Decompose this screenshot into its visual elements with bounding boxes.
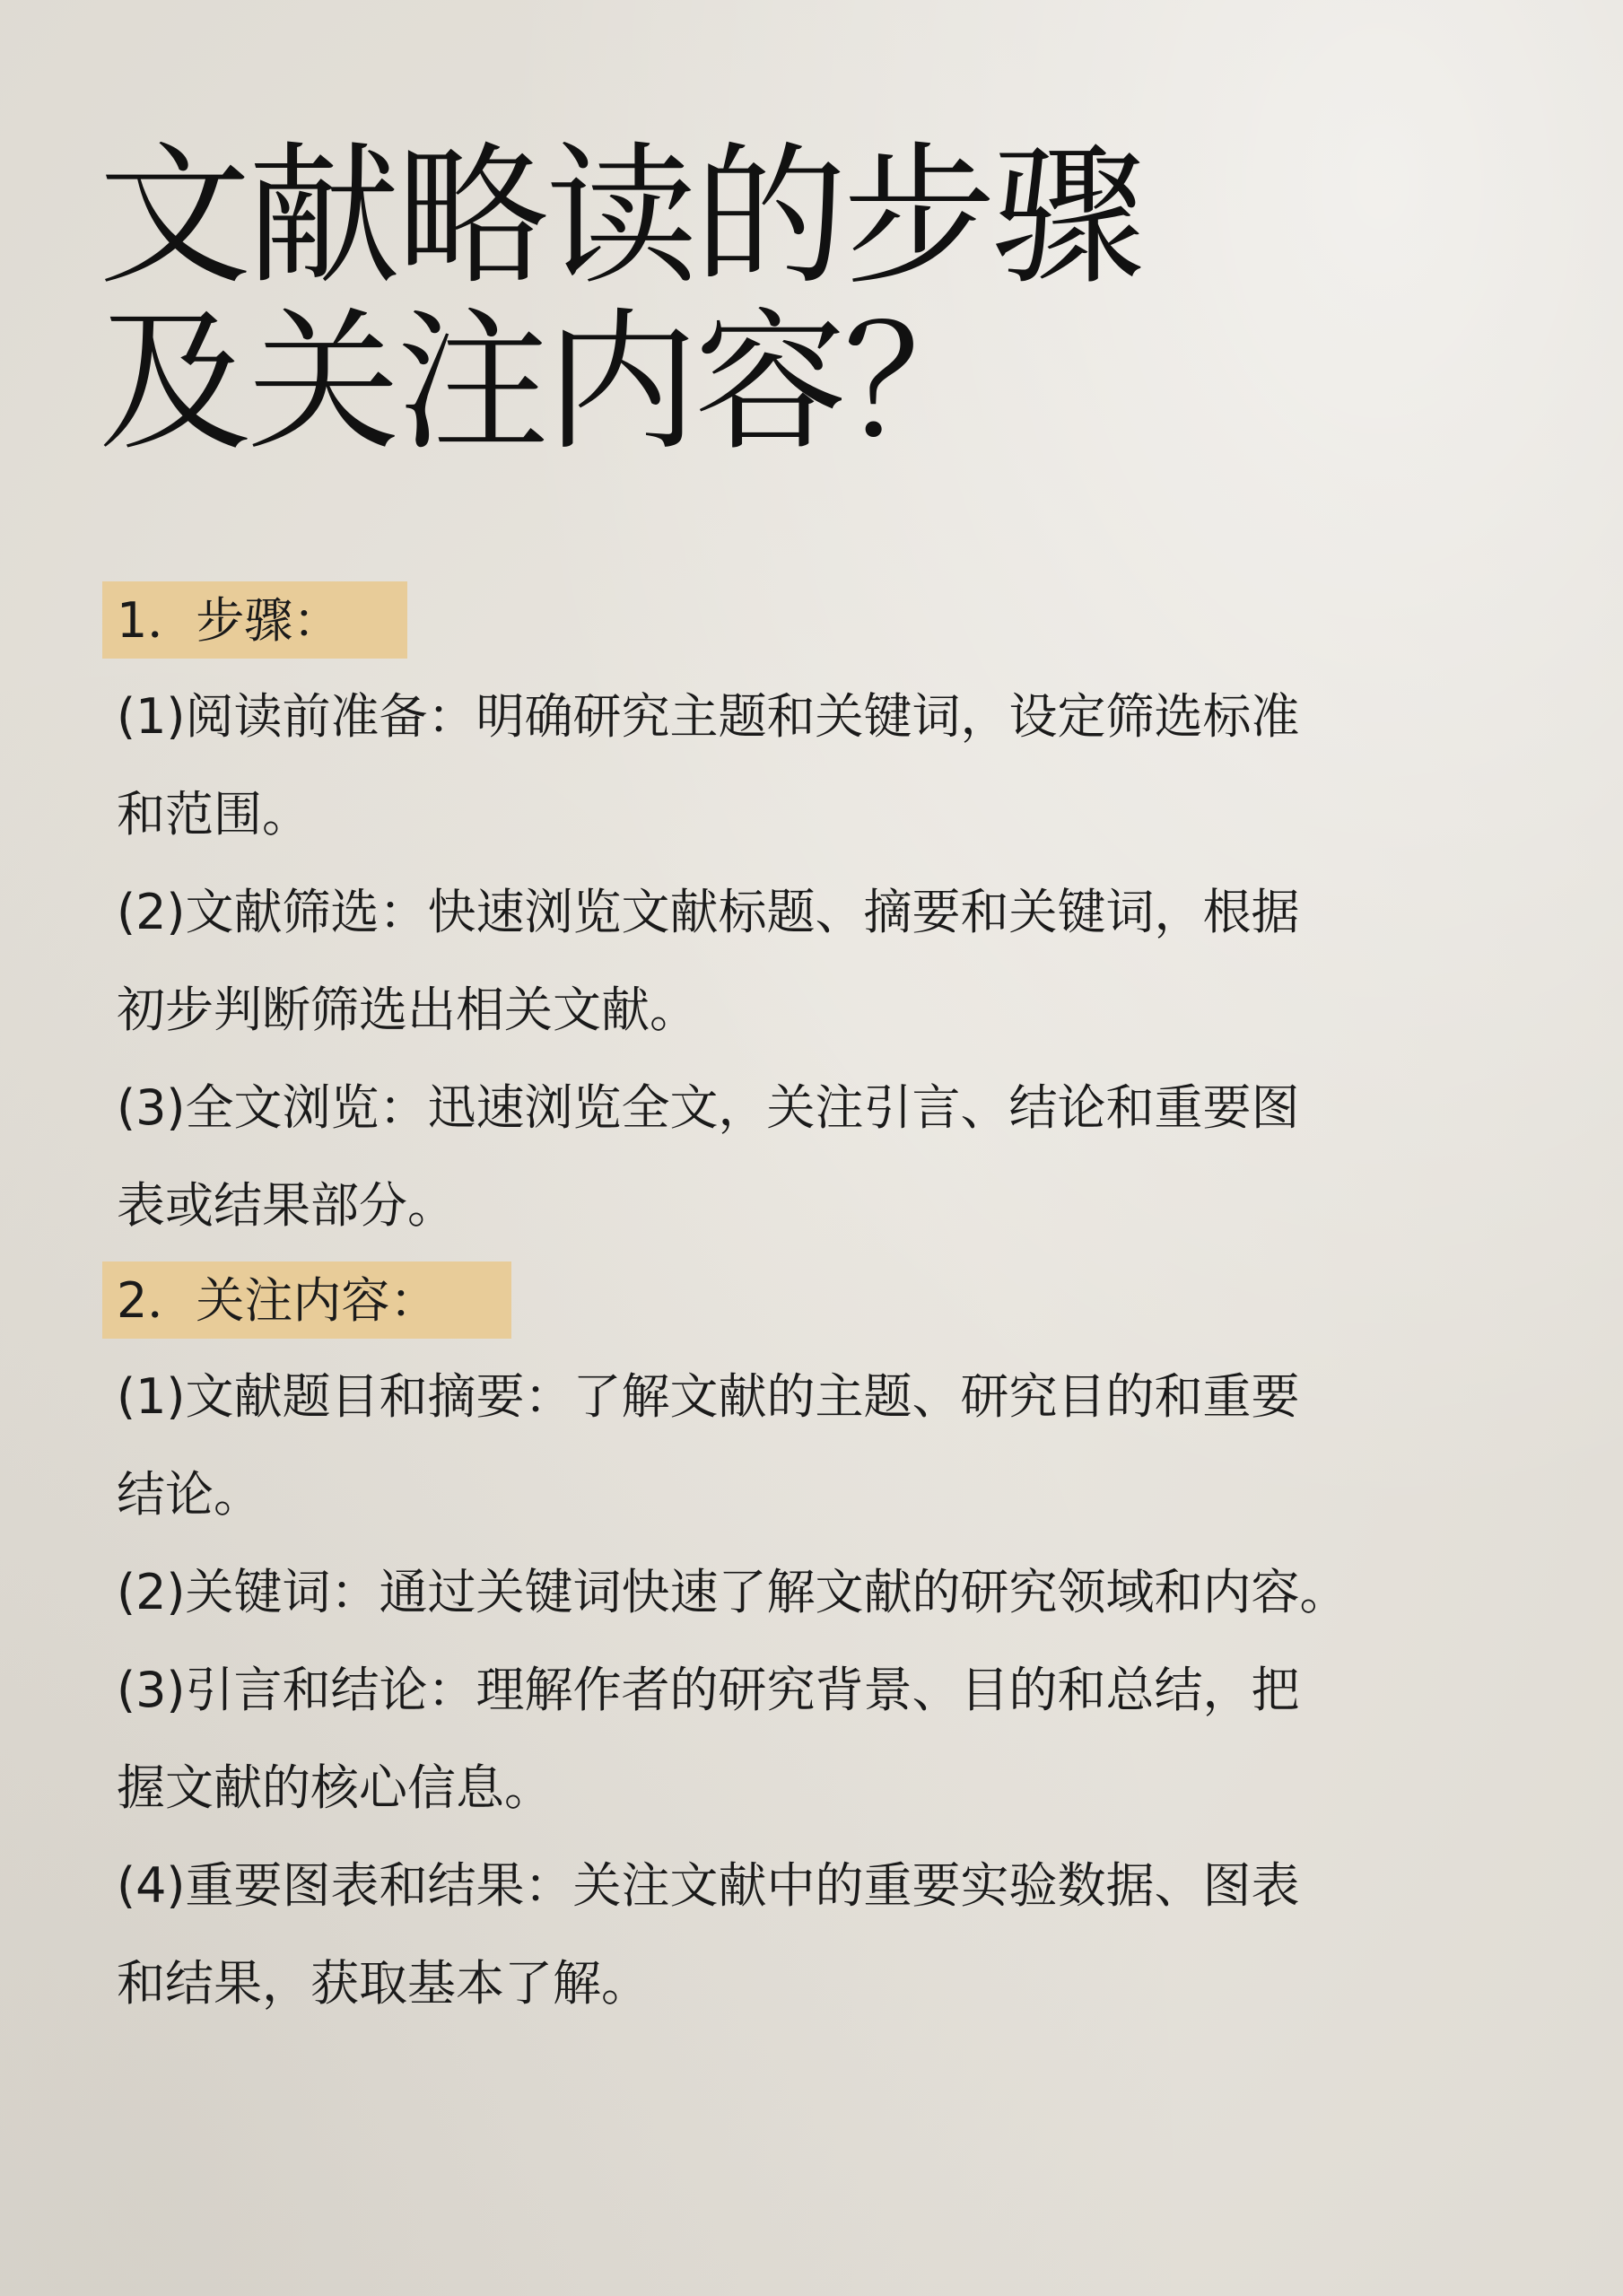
list-item-line: (1)文献题目和摘要：了解文献的主题、研究目的和重要 [117,1368,1300,1425]
list-item [117,1837,1516,2032]
document-body [117,574,1516,2032]
page-title-line-2: 及关注内容？ [99,294,993,472]
page-title-line-1: 文献略读的步骤 [99,128,1142,306]
list-item-line: (2)文献筛选：快速浏览文献标题、摘要和关键词，根据 [117,884,1300,940]
list-item-line: (2)关键词：通过关键词快速了解文献的研究领域和内容。 [117,1564,1348,1620]
list-item [117,668,1516,863]
section-steps [117,574,1516,1254]
list-item [117,1543,1516,1641]
section-heading-focus [117,1254,1516,1348]
list-item-line: (3)引言和结论：理解作者的研究背景、目的和总结，把 [117,1662,1300,1718]
list-item [117,1641,1516,1837]
section-heading-steps [117,574,1516,668]
list-item-line: (4)重要图表和结果：关注文献中的重要实验数据、图表 [117,1857,1300,1914]
section-heading-label: 1．步骤： [117,592,342,649]
page-title [99,128,1142,472]
section-heading-label: 2．关注内容： [117,1272,439,1329]
section-focus [117,1254,1516,2032]
list-item-line: 初步判断筛选出相关文献。 [117,982,698,1038]
list-item-line: 握文献的核心信息。 [117,1759,553,1816]
list-item [117,863,1516,1059]
list-item-line: 和范围。 [117,786,310,842]
list-item-line: 和结果，获取基本了解。 [117,1955,650,2012]
list-item-line: 结论。 [117,1466,262,1523]
list-item-line: (1)阅读前准备：明确研究主题和关键词，设定筛选标准 [117,688,1300,745]
list-item [117,1348,1516,1543]
list-item-line: 表或结果部分。 [117,1177,456,1234]
list-item [117,1059,1516,1254]
list-item-line: (3)全文浏览：迅速浏览全文，关注引言、结论和重要图 [117,1079,1300,1136]
